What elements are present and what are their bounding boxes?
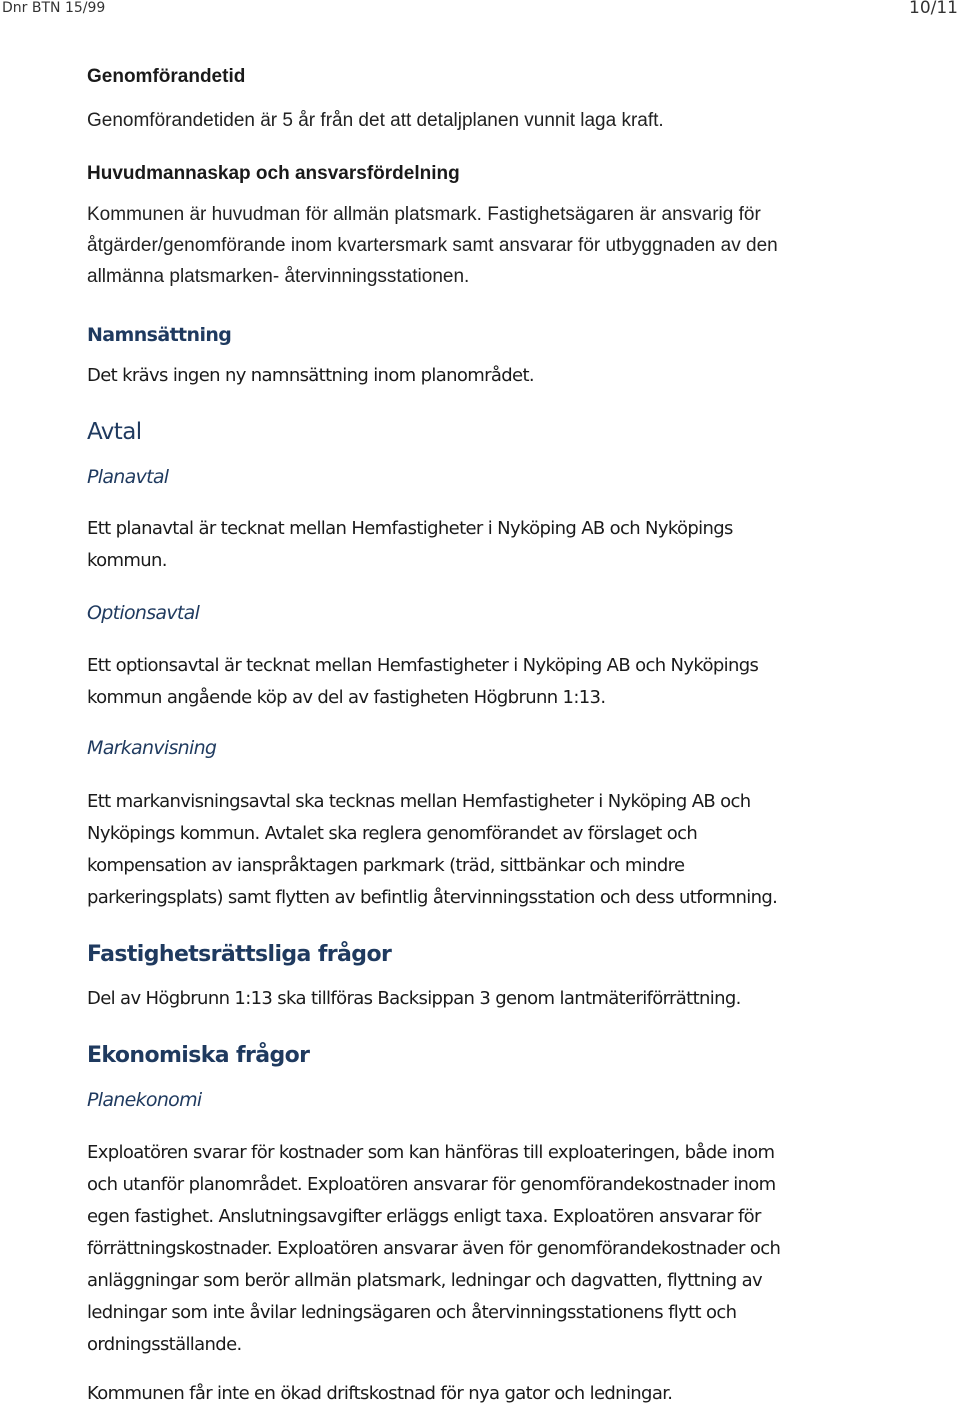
text-line: Nyköpings kommun. Avtalet ska reglera genomförandet av förslaget och xyxy=(87,823,698,844)
paragraph-namnsattning: Det krävs ingen ny namnsättning inom planområdet. xyxy=(87,365,534,386)
heading-fastighetsrattsliga: Fastighetsrättsliga frågor xyxy=(87,942,392,967)
text-line: egen fastighet. Anslutningsavgifter erläggs enligt taxa. Exploatören ansvarar för xyxy=(87,1206,761,1227)
page-header xyxy=(0,0,960,24)
heading-genomforandetid: Genomförandetid xyxy=(87,66,246,87)
text-line: Exploatören svarar för kostnader som kan hänföras till exploateringen, både inom xyxy=(87,1142,775,1163)
text-line: Ett planavtal är tecknat mellan Hemfastigheter i Nyköping AB och Nyköpings xyxy=(87,518,733,539)
text-line: kommun. xyxy=(87,550,167,571)
text-line: Kommunen är huvudman för allmän platsmark. Fastighetsägaren är ansvarig för xyxy=(87,204,761,225)
text-line: åtgärder/genomförande inom kvartersmark samt ansvarar för utbyggnaden av den xyxy=(87,235,778,256)
paragraph-optionsavtal xyxy=(87,650,877,714)
heading-optionsavtal: Optionsavtal xyxy=(87,602,200,624)
text-line: förrättningskostnader. Exploatören ansvarar även för genomförandekostnader och xyxy=(87,1238,781,1259)
paragraph-markanvisning xyxy=(87,786,877,914)
paragraph-fastighetsrattsliga: Del av Högbrunn 1:13 ska tillföras Backsippan 3 genom lantmäteriförrättning. xyxy=(87,988,741,1009)
text-line: kompensation av ianspråktagen parkmark (träd, sittbänkar och mindre xyxy=(87,855,685,876)
page-number: 10/11 xyxy=(909,0,958,18)
text-line: och utanför planområdet. Exploatören ansvarar för genomförandekostnader inom xyxy=(87,1174,776,1195)
text-line: Ett optionsavtal är tecknat mellan Hemfastigheter i Nyköping AB och Nyköpings xyxy=(87,655,759,676)
paragraph-genomforandetid: Genomförandetiden är 5 år från det att detaljplanen vunnit laga kraft. xyxy=(87,110,664,131)
heading-planekonomi: Planekonomi xyxy=(87,1089,202,1111)
text-line: ordningsställande. xyxy=(87,1334,242,1355)
text-line: Ett markanvisningsavtal ska tecknas mellan Hemfastigheter i Nyköping AB och xyxy=(87,791,751,812)
heading-ekonomiska: Ekonomiska frågor xyxy=(87,1043,310,1068)
text-line: parkeringsplats) samt flytten av befintlig återvinningsstation och dess utformning. xyxy=(87,887,778,908)
heading-avtal: Avtal xyxy=(87,419,142,445)
text-line: ledningar som inte åvilar ledningsägaren och återvinningsstationens flytt och xyxy=(87,1302,737,1323)
text-line: kommun angående köp av del av fastigheten Högbrunn 1:13. xyxy=(87,687,606,708)
paragraph-driftskostnad: Kommunen får inte en ökad driftskostnad för nya gator och ledningar. xyxy=(87,1383,673,1404)
heading-markanvisning: Markanvisning xyxy=(87,737,217,759)
document-number: Dnr BTN 15/99 xyxy=(2,0,106,16)
paragraph-planavtal xyxy=(87,513,877,577)
heading-huvudmannaskap: Huvudmannaskap och ansvarsfördelning xyxy=(87,163,460,184)
paragraph-huvudmannaskap xyxy=(87,199,877,292)
text-line: allmänna platsmarken- återvinningsstationen. xyxy=(87,266,470,287)
heading-namnsattning: Namnsättning xyxy=(87,324,232,346)
paragraph-planekonomi xyxy=(87,1137,877,1361)
text-line: anläggningar som berör allmän platsmark, ledningar och dagvatten, flyttning av xyxy=(87,1270,763,1291)
heading-planavtal: Planavtal xyxy=(87,466,169,488)
